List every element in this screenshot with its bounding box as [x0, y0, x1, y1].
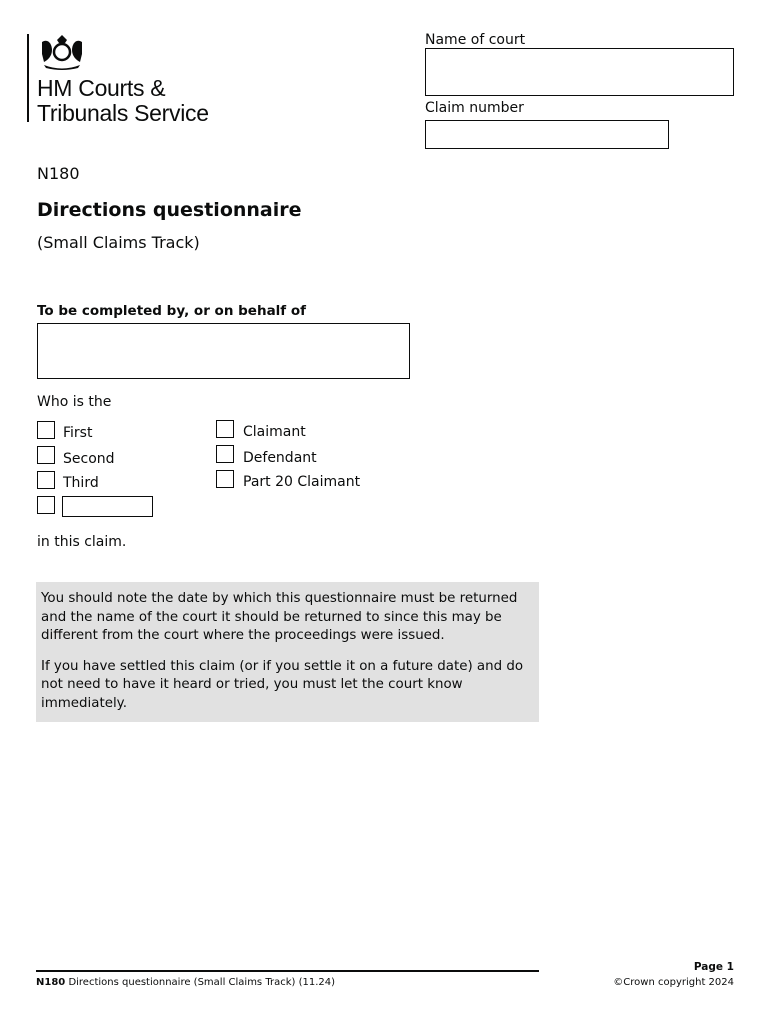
completed-by-field[interactable]: [37, 323, 410, 379]
second-label: Second: [63, 451, 115, 467]
first-label: First: [63, 425, 93, 441]
page-number: Page 1: [693, 961, 734, 973]
footer-form-info: [36, 977, 335, 988]
page-title: Directions questionnaire: [37, 199, 302, 221]
copyright: ©Crown copyright 2024: [613, 977, 734, 988]
who-is-the-label: Who is the: [37, 394, 112, 410]
logo-divider: [27, 34, 29, 122]
logo-line-1: HM Courts &: [37, 75, 166, 101]
third-checkbox[interactable]: [37, 471, 55, 489]
second-checkbox[interactable]: [37, 446, 55, 464]
claimant-checkbox[interactable]: [216, 420, 234, 438]
royal-crest-icon: [38, 34, 86, 70]
other-order-field[interactable]: [62, 496, 153, 517]
form-code: N180: [37, 164, 80, 183]
claim-number-field[interactable]: [425, 120, 669, 149]
page-subtitle: (Small Claims Track): [37, 233, 200, 252]
completed-by-label: To be completed by, or on behalf of: [37, 303, 307, 319]
part20-claimant-checkbox[interactable]: [216, 470, 234, 488]
part20-claimant-label: Part 20 Claimant: [243, 474, 361, 490]
claim-number-label: Claim number: [425, 100, 524, 116]
hmcts-logo-text: [37, 76, 209, 126]
court-name-label: Name of court: [425, 32, 526, 48]
other-checkbox[interactable]: [37, 496, 55, 514]
notice-box: [36, 582, 539, 722]
footer-divider: [36, 970, 539, 972]
footer-form-description: Directions questionnaire (Small Claims Track) (11.24): [68, 977, 335, 988]
third-label: Third: [63, 475, 99, 491]
footer-form-code: N180: [36, 977, 66, 988]
court-name-field[interactable]: [425, 48, 734, 96]
first-checkbox[interactable]: [37, 421, 55, 439]
defendant-checkbox[interactable]: [216, 445, 234, 463]
logo-line-2: Tribunals Service: [37, 100, 209, 126]
in-this-claim-text: in this claim.: [37, 534, 127, 550]
notice-paragraph-1: You should note the date by which this questionnaire must be returned and the name of the court it should be returned to since this may be different from the court where the proceedings were issued.: [41, 591, 518, 643]
claimant-label: Claimant: [243, 424, 306, 440]
defendant-label: Defendant: [243, 450, 317, 466]
notice-paragraph-2: If you have settled this claim (or if you settle it on a future date) and do not need to have it heard or tried, you must let the court know immediately.: [41, 658, 524, 711]
